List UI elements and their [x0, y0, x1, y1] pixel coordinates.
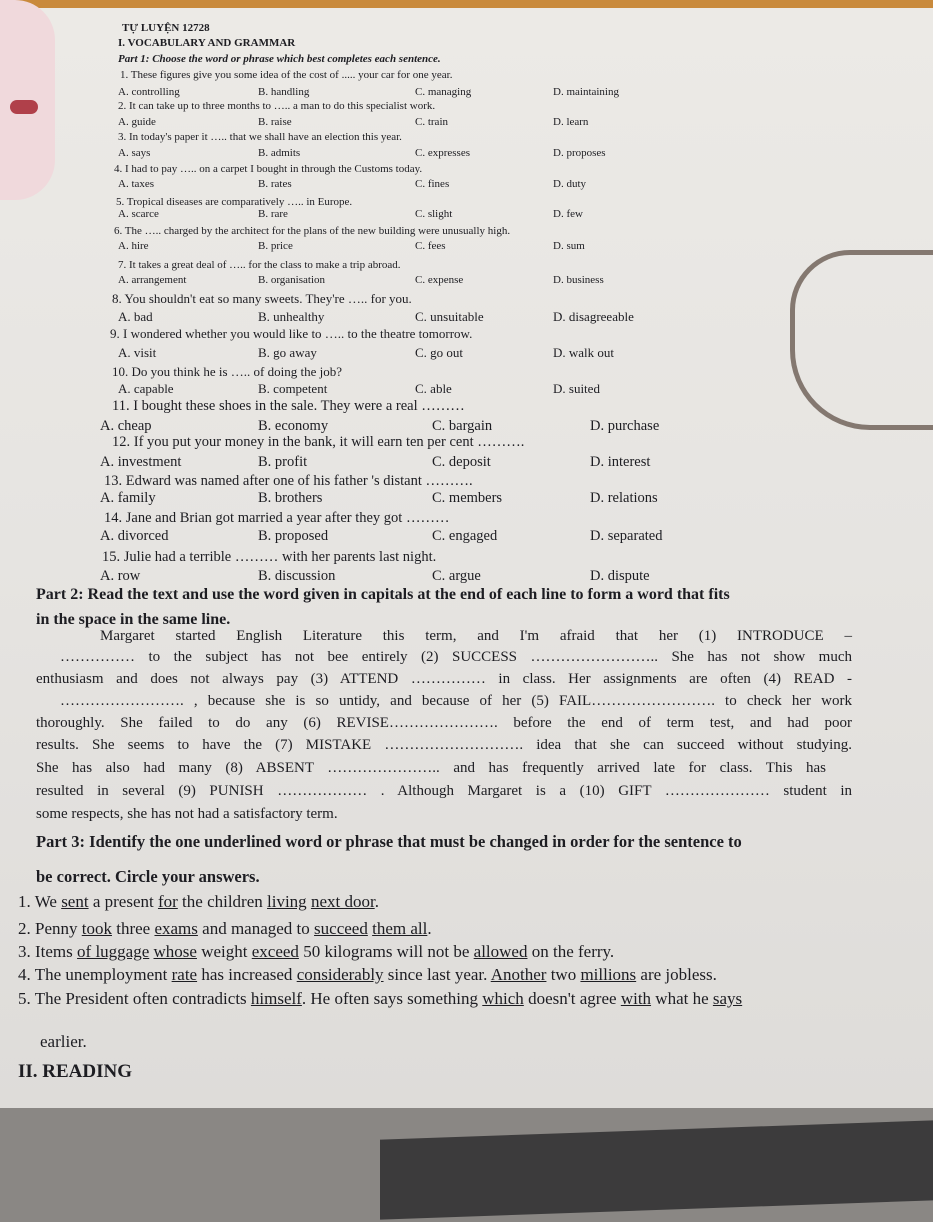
underlined-option[interactable]: living	[267, 892, 307, 911]
question-1-option-d[interactable]: D. maintaining	[553, 86, 619, 98]
underlined-option[interactable]: them all	[372, 919, 428, 938]
eyeglasses	[790, 250, 933, 430]
part1-instruction: Part 1: Choose the word or phrase which best completes each sentence.	[118, 53, 441, 65]
question-9-option-c[interactable]: C. go out	[415, 345, 464, 360]
passage-line-8: resulted in several (9) PUNISH ……………… . Although Margaret is a (10) GIFT ………………… student in	[36, 783, 852, 799]
question-3-option-a[interactable]: A. says	[118, 147, 151, 159]
sentence-text: 4. The unemployment	[18, 965, 172, 984]
sentence-text: 2. Penny	[18, 919, 82, 938]
question-13-option-c[interactable]: C. members	[432, 490, 503, 506]
underlined-option[interactable]: Another	[490, 965, 547, 984]
question-7-option-a[interactable]: A. arrangement	[118, 274, 187, 286]
question-4-option-d[interactable]: D. duty	[553, 178, 586, 190]
question-14-option-a[interactable]: A. divorced	[100, 528, 169, 544]
question-6-stem: 6. The ….. charged by the architect for the plans of the new building were unusually high.	[114, 225, 511, 237]
question-5-option-b[interactable]: B. rare	[258, 208, 288, 220]
part3-item-3	[18, 942, 614, 962]
underlined-option[interactable]: allowed	[473, 942, 528, 961]
question-13-stem: 13. Edward was named after one of his father 's distant ……….	[104, 473, 473, 489]
question-6-option-d[interactable]: D. sum	[553, 240, 585, 252]
question-10-stem: 10. Do you think he is ….. of doing the job?	[112, 364, 343, 379]
question-12-option-b[interactable]: B. profit	[258, 454, 308, 470]
passage-line-6: results. She seems to have the (7) MISTAKE ………………………. idea that she can succeed without studying.	[36, 737, 852, 753]
question-2-stem: 2. It can take up to three months to ….. a man to do this specialist work.	[118, 100, 436, 112]
question-14-option-d[interactable]: D. separated	[590, 528, 663, 544]
question-10-option-a[interactable]: A. capable	[118, 381, 174, 396]
question-7-option-c[interactable]: C. expense	[415, 274, 464, 286]
question-12-option-c[interactable]: C. deposit	[432, 454, 491, 470]
desk-shadow	[380, 1120, 933, 1219]
question-14-stem: 14. Jane and Brian got married a year after they got ………	[104, 510, 450, 526]
question-3-stem: 3. In today's paper it ….. that we shall have an election this year.	[118, 131, 402, 143]
sentence-text: 5. The President often contradicts	[18, 989, 251, 1008]
question-10-option-c[interactable]: C. able	[415, 381, 452, 396]
question-3-option-c[interactable]: C. expresses	[415, 147, 470, 159]
question-11-option-b[interactable]: B. economy	[258, 418, 329, 434]
question-8-option-c[interactable]: C. unsuitable	[415, 309, 484, 324]
part3-item-1	[18, 892, 379, 912]
question-11-option-d[interactable]: D. purchase	[590, 418, 660, 434]
question-10-option-b[interactable]: B. competent	[258, 381, 328, 396]
question-1-stem: 1. These figures give you some idea of the cost of ..... your car for one year.	[120, 69, 453, 81]
part3-instruction: Part 3: Identify the one underlined word or phrase that must be changed in order for the sentence to	[36, 832, 742, 851]
question-14-option-c[interactable]: C. engaged	[432, 528, 498, 544]
question-15-stem: 15. Julie had a terrible ……… with her parents last night.	[102, 549, 437, 565]
underlined-option[interactable]: himself	[250, 989, 302, 1008]
question-2-option-b[interactable]: B. raise	[258, 116, 292, 128]
underlined-option[interactable]: which	[482, 989, 524, 1008]
underlined-option[interactable]: of luggage	[77, 942, 150, 961]
question-12-stem: 12. If you put your money in the bank, it will earn ten per cent ……….	[112, 434, 525, 450]
sentence-text: since last year.	[383, 965, 491, 984]
question-15-option-b[interactable]: B. discussion	[258, 568, 336, 584]
sentence-text: 50 kilograms will not be	[298, 942, 474, 961]
plush-toy	[0, 0, 55, 200]
underlined-option[interactable]: succeed	[314, 919, 368, 938]
question-6-option-c[interactable]: C. fees	[415, 240, 446, 252]
part2-instruction: Part 2: Read the text and use the word given in capitals at the end of each line to form a word that fits	[36, 586, 730, 603]
sentence-text: has increased	[197, 965, 297, 984]
question-5-option-a[interactable]: A. scarce	[118, 208, 159, 220]
question-5-stem: 5. Tropical diseases are comparatively ….. in Europe.	[116, 196, 353, 208]
question-11-option-c[interactable]: C. bargain	[432, 418, 493, 434]
underlined-option[interactable]: considerably	[296, 965, 384, 984]
sentence-text: a present	[88, 892, 158, 911]
part3-item-4	[18, 965, 717, 985]
question-13-option-a[interactable]: A. family	[100, 490, 156, 506]
passage-line-2: …………… to the subject has not bee entirely (2) SUCCESS …………………….. She has not show much	[60, 649, 852, 665]
question-4-stem: 4. I had to pay ….. on a carpet I bought in through the Customs today.	[114, 163, 423, 175]
sentence-text: 3. Items	[18, 942, 78, 961]
sentence-text: 1. We	[18, 892, 62, 911]
question-15-option-c[interactable]: C. argue	[432, 568, 481, 584]
question-5-option-d[interactable]: D. few	[553, 208, 583, 220]
underlined-option[interactable]: next door	[310, 892, 375, 911]
question-7-option-b[interactable]: B. organisation	[258, 274, 326, 286]
question-11-stem: 11. I bought these shoes in the sale. They were a real ………	[112, 398, 465, 414]
plush-nose	[10, 100, 38, 114]
sentence-text: two	[546, 965, 581, 984]
sentence-text: three	[111, 919, 155, 938]
underlined-option[interactable]: whose	[153, 942, 197, 961]
sentence-text: the children	[177, 892, 268, 911]
question-11-option-a[interactable]: A. cheap	[100, 418, 152, 434]
sentence-text: doesn't agree	[523, 989, 621, 1008]
sentence-text: . He often says something	[301, 989, 483, 1008]
part2-instruction-cont: in the space in the same line.	[36, 611, 231, 628]
part3-item-5	[18, 989, 742, 1009]
part3-instruction-cont: be correct. Circle your answers.	[36, 867, 260, 886]
passage-line-9: some respects, she has not had a satisfactory term.	[36, 806, 338, 822]
underlined-option[interactable]: rate	[171, 965, 198, 984]
underlined-option[interactable]: for	[157, 892, 178, 911]
question-8-option-b[interactable]: B. unhealthy	[258, 309, 325, 324]
question-6-option-b[interactable]: B. price	[258, 240, 293, 252]
sentence-text: .	[427, 919, 432, 938]
question-14-option-b[interactable]: B. proposed	[258, 528, 329, 544]
question-7-option-d[interactable]: D. business	[553, 274, 604, 286]
question-2-option-d[interactable]: D. learn	[553, 116, 589, 128]
sentence-text: what he	[651, 989, 713, 1008]
question-8-option-a[interactable]: A. bad	[118, 309, 153, 324]
question-4-option-b[interactable]: B. rates	[258, 178, 292, 190]
question-15-option-d[interactable]: D. dispute	[590, 568, 650, 584]
passage-line-7: She has also had many (8) ABSENT ………………….. and has frequently arrived late for class. This has	[36, 760, 826, 776]
question-1-option-a[interactable]: A. controlling	[118, 86, 180, 98]
question-1-option-b[interactable]: B. handling	[258, 86, 310, 98]
question-8-stem: 8. You shouldn't eat so many sweets. They're ….. for you.	[112, 291, 412, 306]
passage-line-4: ……………………. , because she is so untidy, and because of her (5) FAIL……………………. to check her work	[60, 693, 852, 709]
sentence-text: on the ferry.	[527, 942, 615, 961]
question-9-option-d[interactable]: D. walk out	[553, 345, 615, 360]
passage-line-3: enthusiasm and does not always pay (3) ATTEND …………… in class. Her assignments are often (4) READ -	[36, 671, 852, 687]
question-13-option-d[interactable]: D. relations	[590, 490, 658, 506]
sentence-text: weight	[196, 942, 252, 961]
question-15-option-a[interactable]: A. row	[100, 568, 141, 584]
passage-line-1: Margaret started English Literature this term, and I'm afraid that her (1) INTRODUCE –	[100, 628, 852, 644]
sentence-text: .	[374, 892, 379, 911]
underlined-option[interactable]: took	[81, 919, 112, 938]
question-1-option-c[interactable]: C. managing	[415, 86, 472, 98]
underlined-option[interactable]: millions	[580, 965, 637, 984]
question-3-option-d[interactable]: D. proposes	[553, 147, 606, 159]
sentence-text: are jobless.	[636, 965, 717, 984]
question-2-option-a[interactable]: A. guide	[118, 116, 156, 128]
part3-item-5-continued: earlier.	[40, 1032, 87, 1051]
question-13-option-b[interactable]: B. brothers	[258, 490, 323, 506]
passage-line-5: thoroughly. She failed to do any (6) REVISE…………………. before the end of term test, and had poor	[36, 715, 852, 731]
underlined-option[interactable]: exceed	[251, 942, 299, 961]
question-4-option-a[interactable]: A. taxes	[118, 178, 155, 190]
reading-heading: II. READING	[18, 1061, 133, 1082]
underlined-option[interactable]: with	[620, 989, 652, 1008]
sentence-text: and managed to	[197, 919, 315, 938]
question-9-stem: 9. I wondered whether you would like to ….. to the theatre tomorrow.	[110, 326, 473, 341]
question-6-option-a[interactable]: A. hire	[118, 240, 149, 252]
underlined-option[interactable]: sent	[61, 892, 89, 911]
part3-item-2	[18, 919, 432, 939]
question-9-option-a[interactable]: A. visit	[118, 345, 157, 360]
question-8-option-d[interactable]: D. disagreeable	[553, 309, 634, 324]
underlined-option[interactable]: exams	[154, 919, 198, 938]
underlined-option[interactable]: says	[712, 989, 743, 1008]
question-4-option-c[interactable]: C. fines	[415, 178, 450, 190]
question-7-stem: 7. It takes a great deal of ….. for the class to make a trip abroad.	[118, 259, 401, 271]
question-12-option-d[interactable]: D. interest	[590, 454, 651, 470]
question-9-option-b[interactable]: B. go away	[258, 345, 317, 360]
question-10-option-d[interactable]: D. suited	[553, 381, 600, 396]
exercise-code: TỰ LUYỆN 12728	[122, 22, 210, 34]
question-5-option-c[interactable]: C. slight	[415, 208, 453, 220]
section-heading: I. VOCABULARY AND GRAMMAR	[118, 37, 296, 49]
question-12-option-a[interactable]: A. investment	[100, 454, 182, 470]
question-3-option-b[interactable]: B. admits	[258, 147, 301, 159]
question-2-option-c[interactable]: C. train	[415, 116, 448, 128]
